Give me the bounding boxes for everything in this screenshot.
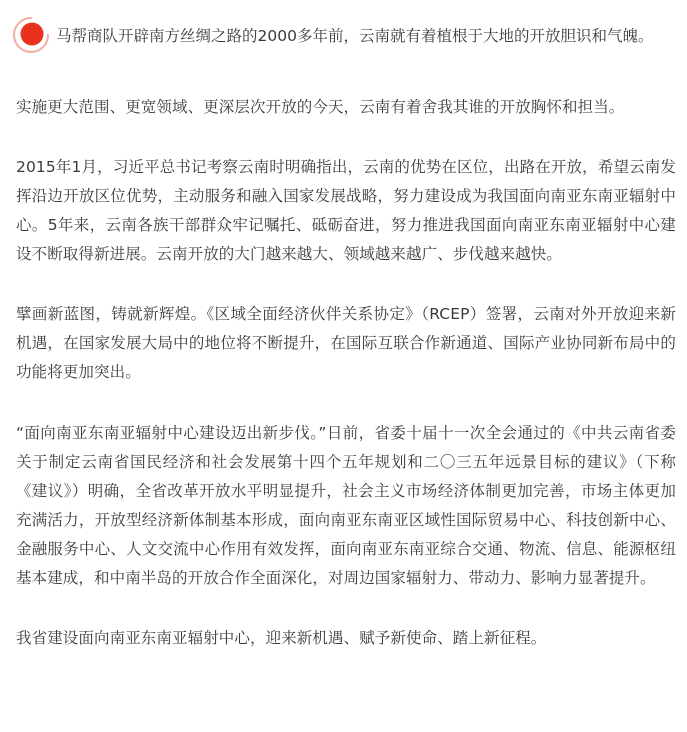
paragraph-1: 实施更大范围、更宽领域、更深层次开放的今天，云南有着舍我其谁的开放胸怀和担当。 (16, 98, 625, 116)
lead-line (16, 20, 676, 56)
article-body (16, 0, 676, 653)
decorative-circle-icon (10, 14, 52, 56)
paragraph-2: 2015年1月，习近平总书记考察云南时明确指出，云南的优势在区位，出路在开放，希望云南发挥沿边开放区位优势，主动服务和融入国家发展战略，努力建设成为我国面向南亚东南亚辐射中心。5年来，云南各族干部群众牢记嘱托、砥砺奋进，努力推进我国面向南亚东南亚辐射中心建设不断取得新进展。云南开放的大门越来越大、领域越来越广、步伐越来越快。 (16, 158, 676, 263)
lead-text: 马帮商队开辟南方丝绸之路的2000多年前，云南就有着植根于大地的开放胆识和气魄。 (56, 27, 654, 45)
paragraph-4: “面向南亚东南亚辐射中心建设迈出新步伐。”日前，省委十届十一次全会通过的《中共云南省委关于制定云南省国民经济和社会发展第十四个五年规划和二〇三五年远景目标的建议》（下称《建议》）明确，全省改革开放水平明显提升，社会主义市场经济体制更加完善，市场主体更加充满活力，开放型经济新体制基本形成，面向南亚东南亚区域性国际贸易中心、科技创新中心、金融服务中心、人文交流中心作用有效发挥，面向南亚东南亚综合交通、物流、信息、能源枢纽基本建成，和中南半岛的开放合作全面深化，对周边国家辐射力、带动力、影响力显著提升。 (16, 424, 676, 587)
paragraph-5: 我省建设面向南亚东南亚辐射中心，迎来新机遇、赋予新使命、踏上新征程。 (16, 629, 547, 647)
paragraph-3: 擘画新蓝图，铸就新辉煌。《区域全面经济伙伴关系协定》（RCEP）签署，云南对外开放迎来新机遇，在国家发展大局中的地位将不断提升，在国际互联合作新通道、国际产业协同新布局中的功能将更加突出。 (16, 305, 676, 381)
